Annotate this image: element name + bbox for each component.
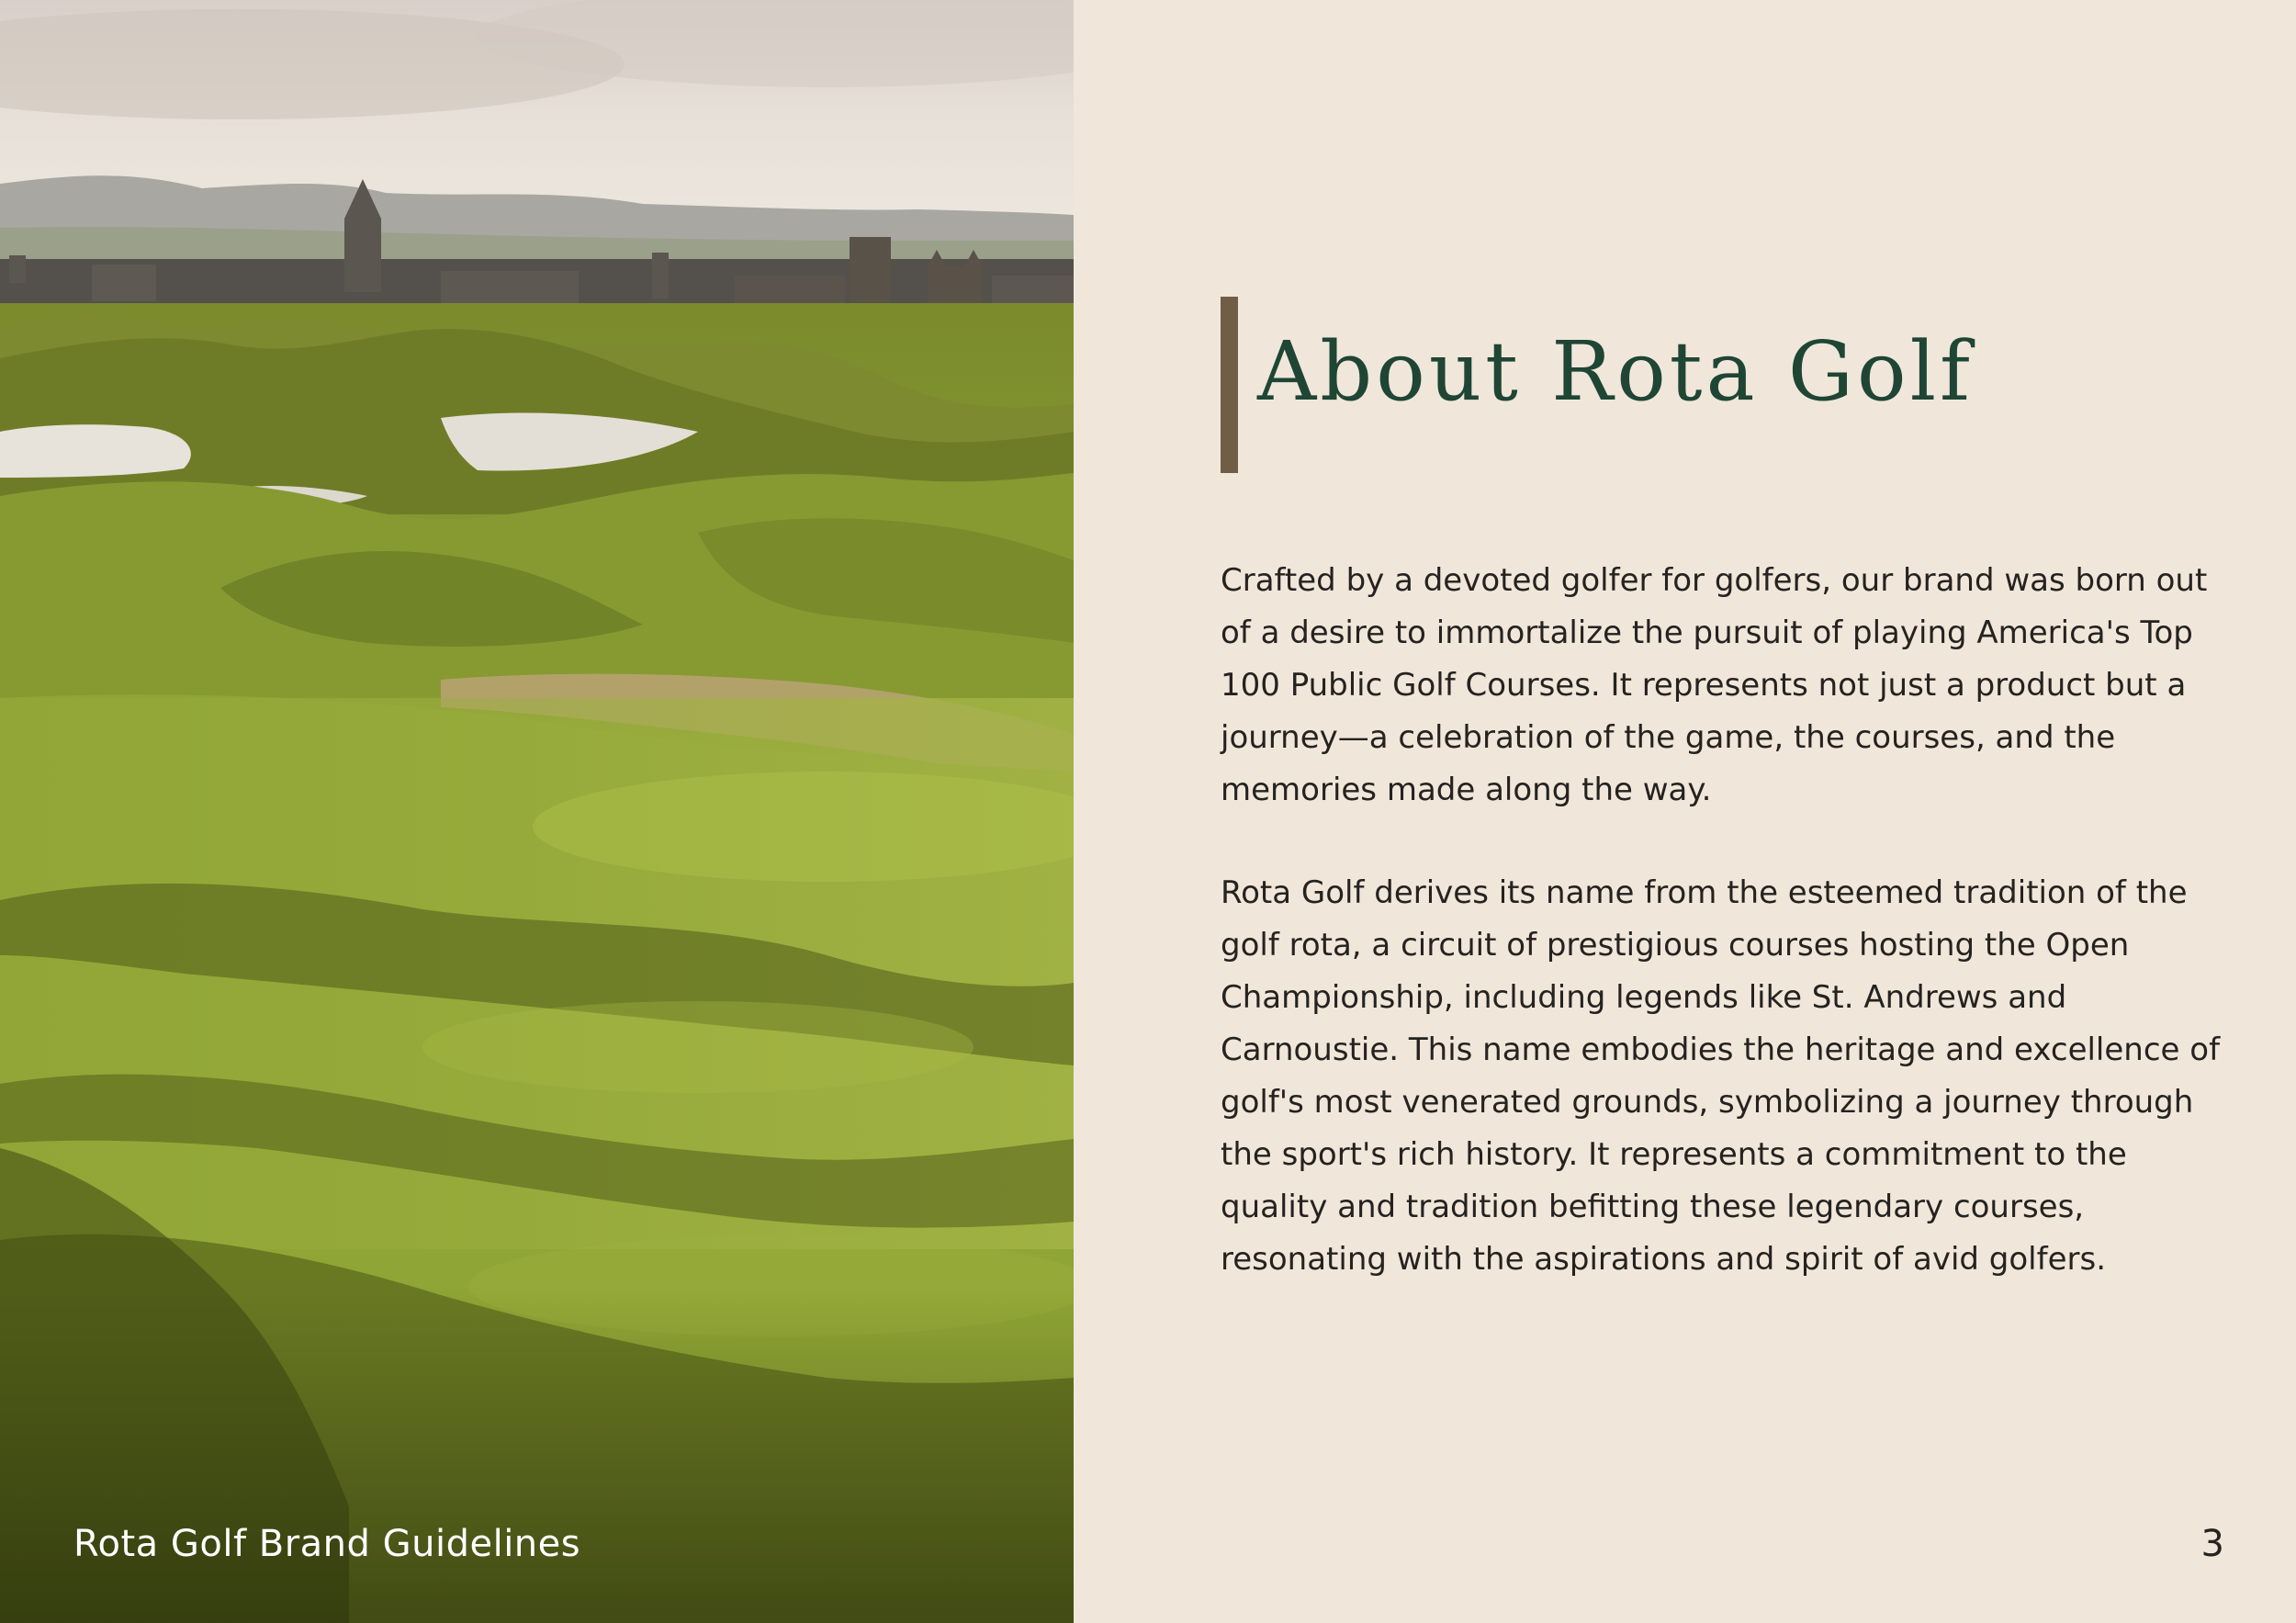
body-copy: [1221, 555, 2222, 1336]
links-course-photo: [0, 0, 1074, 1623]
content-panel: [1074, 0, 2296, 1623]
page-title: About Rota Golf: [1257, 323, 1974, 419]
heading-accent-bar: [1221, 297, 1238, 473]
intro-paragraph: Crafted by a devoted golfer for golfers, our brand was born out of a desire to immortalize the pursuit of playing America's Top 100 Public Golf Courses. It represents not just a product but a journey—a celebration of the game, the courses, and the memories made along the way.: [1221, 562, 2208, 808]
name-origin-paragraph: Rota Golf derives its name from the esteemed tradition of the golf rota, a circuit of prestigious courses hosting the Open Championship, including legends like St. Andrews and Carnoustie. This name embodies the heritage and excellence of golf's most venerated grounds, symbolizing a journey through the sport's rich history. It represents a commitment to the quality and tradition befitting these legendary courses, resonating with the aspirations and spirit of avid golfers.: [1221, 874, 2221, 1278]
page-number: 3: [2200, 1523, 2224, 1565]
footer-document-title: Rota Golf Brand Guidelines: [73, 1523, 581, 1565]
